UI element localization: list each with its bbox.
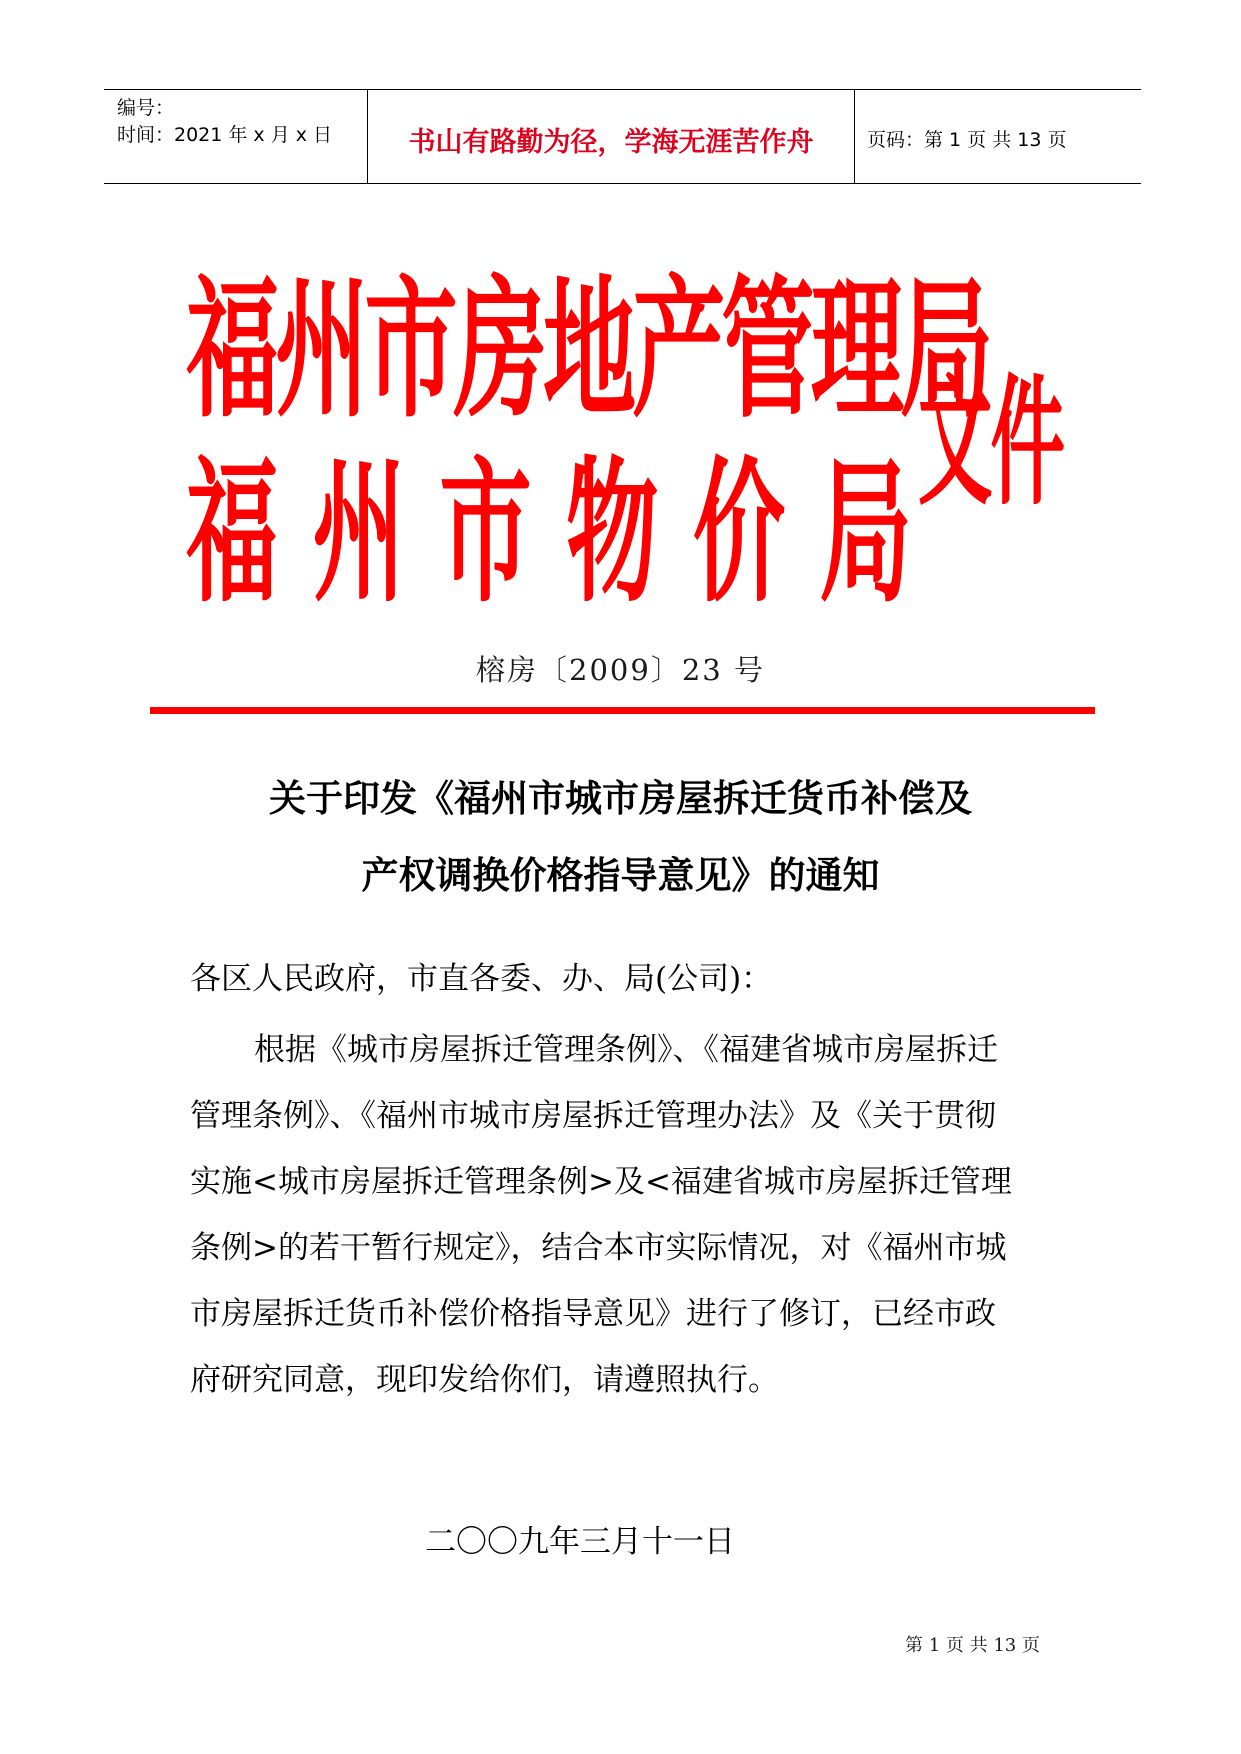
footer-page-number: 第 1 页 共 13 页 — [905, 1635, 1040, 1656]
masthead-suffix: 文件 — [918, 361, 1064, 525]
header-table — [104, 89, 1141, 184]
issue-date: 二〇〇九年三月十一日 — [425, 1524, 735, 1560]
time-label: 时间：2021 年 x 月 x 日 — [117, 124, 333, 146]
header-right-cell — [855, 90, 1141, 183]
motto: 书山有路勤为径，学海无涯苦作舟 — [408, 127, 814, 158]
title-line-2: 产权调换价格指导意见》的通知 — [361, 853, 880, 897]
salutation: 各区人民政府，市直各委、办、局(公司)： — [190, 961, 773, 997]
serial-label: 编号： — [117, 97, 175, 119]
masthead-line-1: 福州市房地产管理局 — [186, 261, 990, 439]
red-divider — [150, 707, 1095, 714]
header-left-cell — [104, 90, 368, 183]
header-middle-cell — [368, 90, 855, 183]
body-paragraph: 根据《城市房屋拆迁管理条例》、《福建省城市房屋拆迁 管理条例》、《福州市城市房屋拆迁管理办法》及《关于贯彻 实施<城市房屋拆迁管理条例>及<福建省城市房屋拆迁管理 条例>的若干暂行规定》，结合本市实际情况，对《福州市城 市房屋拆迁货币补偿价格指导意见》进行了修订，已经市政 府研究同意，现印发给你们，请遵照执行。 — [190, 1032, 1012, 1398]
masthead-line-2: 福州市物价局 — [186, 442, 947, 624]
header-page-label: 页码：第 1 页 共 13 页 — [867, 129, 1067, 151]
title-line-1: 关于印发《福州市城市房屋拆迁货币补偿及 — [269, 776, 972, 820]
document-number: 榕房〔2009〕23 号 — [476, 653, 765, 687]
